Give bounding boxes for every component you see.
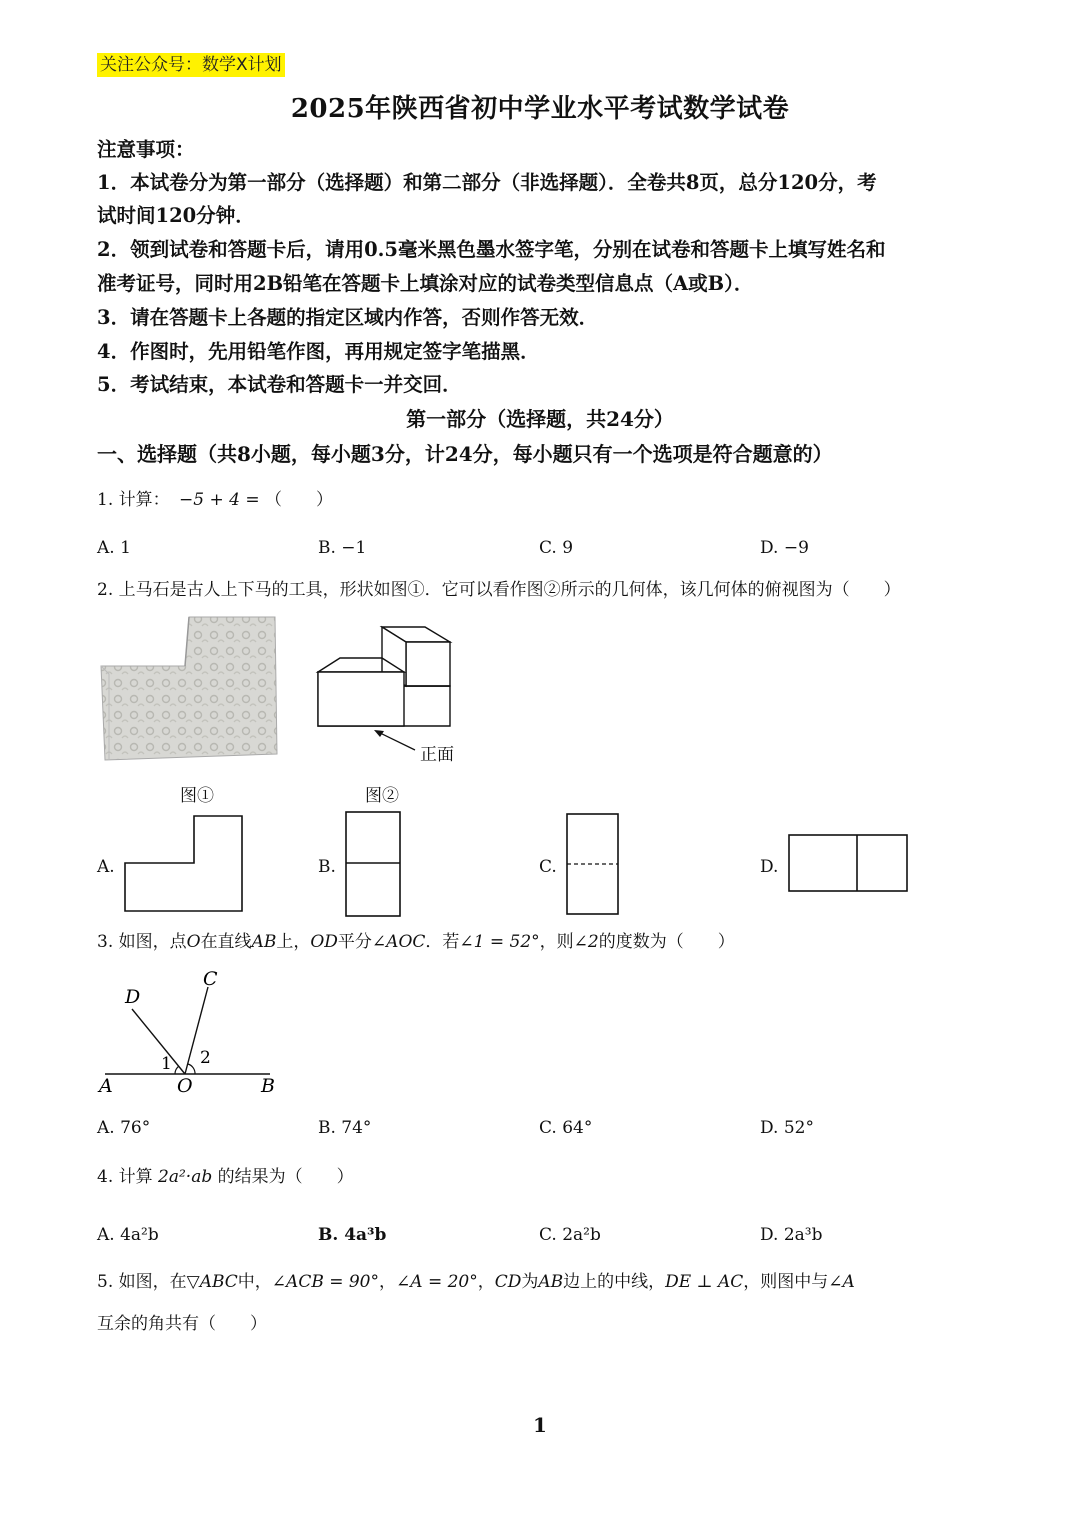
q1-option-b: B. −1 [318, 538, 367, 558]
q5-stem-mid2: 为 [521, 1272, 539, 1292]
q2-option-c-label: C. [539, 857, 557, 877]
q5-stem-pre: 5. 如图，在 [97, 1272, 187, 1292]
wechat-banner: 关注公众号：数学X计划 [97, 53, 285, 77]
q5-angle-a-ref: ∠A [828, 1272, 855, 1292]
q5-triangle: ▽ABC [186, 1272, 238, 1292]
question-3 [97, 929, 735, 955]
part1-title: 第一部分（选择题，共24分） [406, 407, 674, 431]
notice-heading: 注意事项： [97, 138, 195, 161]
notice-line-4: 4．作图时，先用铅笔作图，再用规定签字笔描黑． [97, 340, 540, 363]
q3-angle-2: ∠2 [573, 932, 599, 952]
q2-option-b-label: B. [318, 857, 336, 877]
fig1-caption: 图① [180, 786, 214, 806]
page-number: 1 [533, 1413, 547, 1437]
q4-option-a: A. 4a²b [97, 1225, 159, 1245]
q3-stem-end: 的度数为（ ） [598, 932, 735, 952]
q4-stem-pre: 4. 计算 [97, 1167, 153, 1187]
exam-title: 2025年陕西省初中学业水平考试数学试卷 [290, 94, 790, 124]
q4-option-d: D. 2a³b [760, 1225, 823, 1245]
notice-line-2: 2．领到试卷和答题卡后，请用0.5毫米黑色墨水签字笔，分别在试卷和答题卡上填写姓名和 [97, 238, 886, 261]
q3-angle-aoc: ∠AOC [371, 932, 426, 952]
fig2-caption: 图② [365, 786, 399, 806]
q5-comma-2: ， [477, 1272, 495, 1292]
q4-expression: 2a²·ab [158, 1167, 213, 1187]
q3-label-b: B [261, 1075, 275, 1097]
q5-angle-a: ∠A = 20° [396, 1272, 478, 1292]
q3-label-2: 2 [200, 1048, 211, 1068]
q3-label-a: A [99, 1075, 113, 1097]
front-label: 正面 [420, 745, 454, 765]
stone-photo [97, 614, 281, 764]
q2-option-a-label: A. [97, 857, 115, 877]
q5-line-2: 互余的角共有（ ） [97, 1314, 267, 1334]
q3-label-c: C [203, 968, 218, 990]
q5-segment-cd: CD [494, 1272, 522, 1292]
q3-option-b: B. 74° [318, 1118, 372, 1138]
q3-label-1: 1 [161, 1054, 172, 1074]
q5-perp: DE ⊥ AC [665, 1272, 744, 1292]
q5-stem-mid4: ，则图中与 [743, 1272, 829, 1292]
q1-expression: −5 + 4 = [179, 490, 260, 510]
q2-option-d-label: D. [760, 857, 779, 877]
q3-stem-mid5: ，则 [539, 932, 574, 952]
q4-option-c: C. 2a²b [539, 1225, 601, 1245]
notice-line-1b: 试时间120分钟． [97, 204, 255, 227]
q3-option-a: A. 76° [97, 1118, 151, 1138]
q3-point-o: O [186, 932, 201, 952]
q3-label-o: O [177, 1075, 193, 1097]
q1-stem: 1. 计算： [97, 490, 170, 510]
q3-stem-mid1: 在直线 [200, 932, 252, 952]
question-5 [97, 1269, 855, 1295]
notice-line-2b: 准考证号，同时用2B铅笔在答题卡上填涂对应的试卷类型信息点（A或B）． [97, 272, 754, 295]
q3-option-c: C. 64° [539, 1118, 593, 1138]
section1-title: 一、选择题（共8小题，每小题3分，计24分，每小题只有一个选项是符合题意的） [97, 442, 833, 466]
q2-option-b-shape [345, 811, 403, 919]
q5-comma-1: ， [379, 1272, 397, 1292]
q3-stem-mid2: 上， [276, 932, 311, 952]
q2-option-a-shape [124, 815, 246, 915]
q1-blank: （ ） [265, 490, 334, 510]
q3-option-d: D. 52° [760, 1118, 814, 1138]
front-arrow [370, 726, 420, 756]
q1-option-c: C. 9 [539, 538, 574, 558]
q2-option-c-shape [566, 813, 620, 917]
notice-line-3: 3．请在答题卡上各题的指定区域内作答，否则作答无效． [97, 306, 599, 329]
notice-line-5: 5．考试结束，本试卷和答题卡一并交回． [97, 373, 462, 396]
question-4 [97, 1164, 354, 1190]
q1-option-d: D. −9 [760, 538, 809, 558]
question-1 [97, 487, 333, 513]
q3-angle-1: ∠1 = 52° [459, 932, 540, 952]
q1-option-a: A. 1 [97, 538, 131, 558]
q5-stem-mid1: 中， [237, 1272, 272, 1292]
q3-stem-pre: 3. 如图，点 [97, 932, 187, 952]
notice-line-1: 1．本试卷分为第一部分（选择题）和第二部分（非选择题）．全卷共8页，总分120分，考 [97, 171, 877, 194]
q4-option-b: B. 4a³b [318, 1225, 387, 1245]
q5-stem-mid3: 边上的中线， [563, 1272, 666, 1292]
q3-ray-od: OD [310, 932, 338, 952]
q3-line-ab: AB [251, 932, 277, 952]
q3-angle-diagram [95, 965, 285, 1097]
q2-option-d-shape [788, 834, 910, 894]
q3-stem-mid3: 平分 [337, 932, 372, 952]
q3-stem-mid4: ．若 [425, 932, 460, 952]
q5-angle-acb: ∠ACB = 90° [271, 1272, 380, 1292]
q3-label-d: D [125, 986, 141, 1008]
q5-side-ab: AB [538, 1272, 564, 1292]
q4-stem-end: 的结果为（ ） [217, 1167, 354, 1187]
question-2: 2. 上马石是古人上下马的工具，形状如图①．它可以看作图②所示的几何体，该几何体的俯视图为（ ） [97, 580, 901, 600]
